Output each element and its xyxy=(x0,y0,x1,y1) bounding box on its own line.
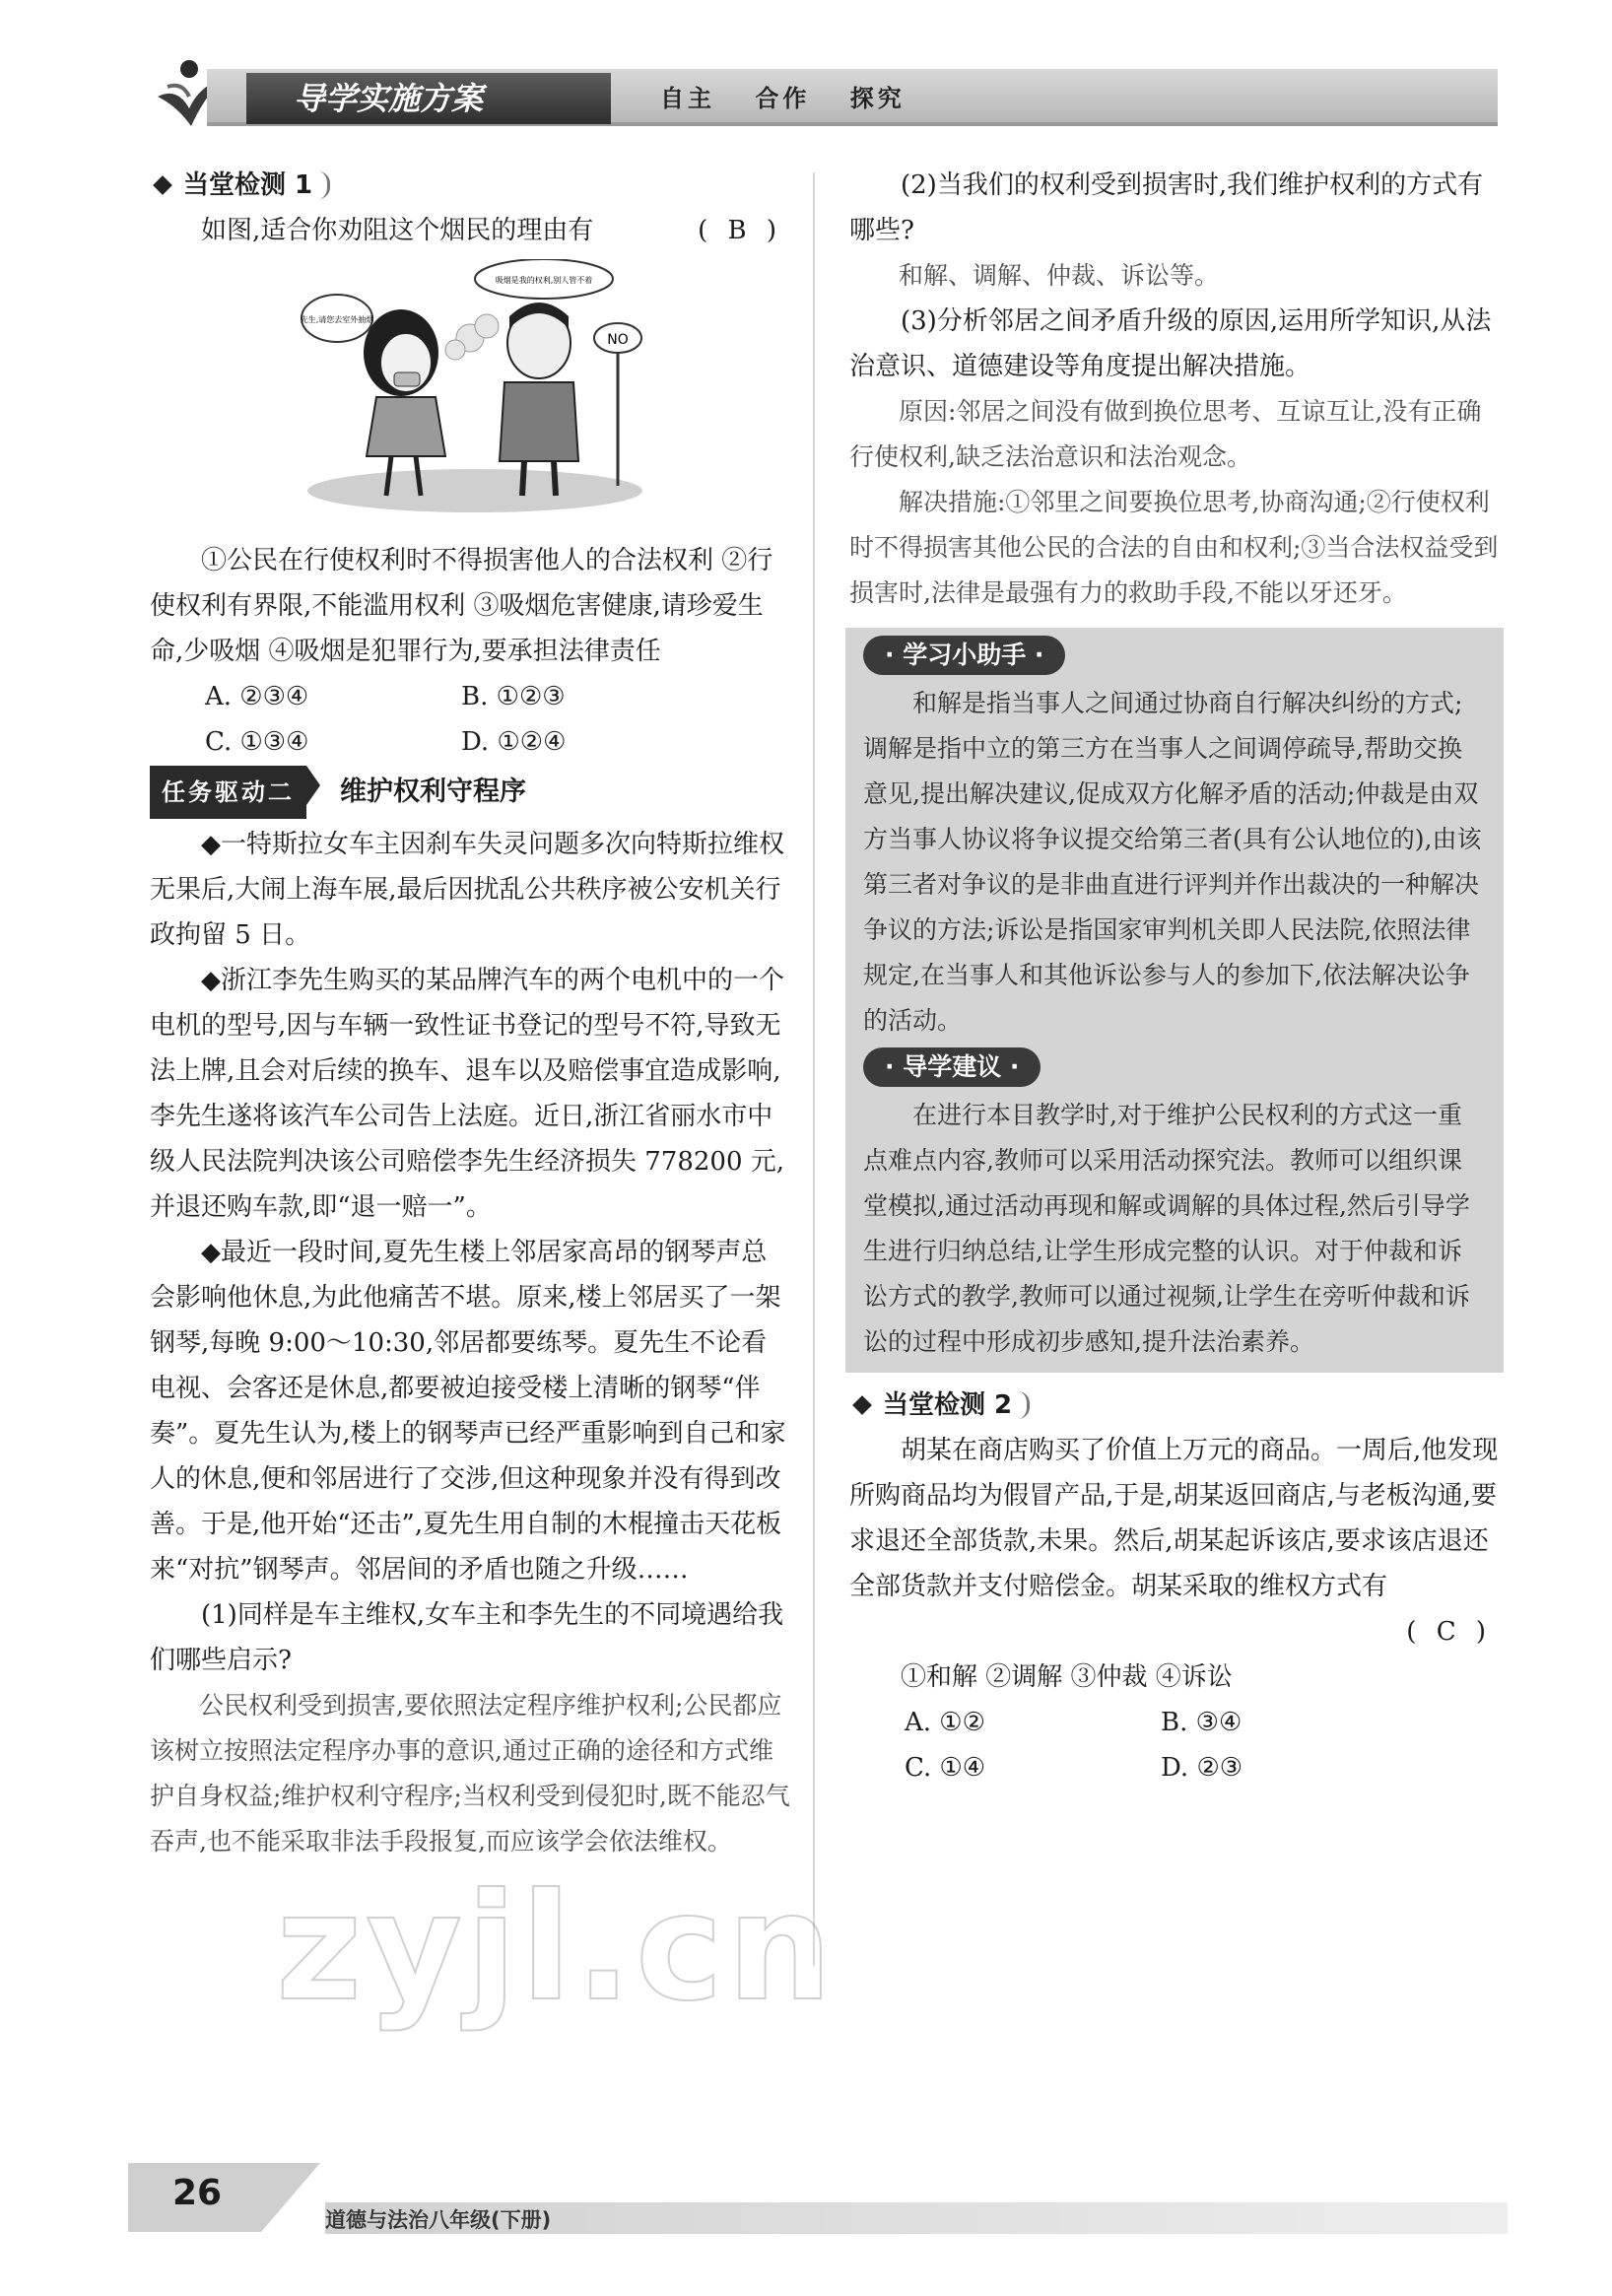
option-d: D. ②③ xyxy=(1161,1753,1243,1783)
question-1: (1)同样是车主维权,女车主和李先生的不同境遇给我们哪些启示? xyxy=(150,1600,784,1675)
check1-question: 如图,适合你劝阻这个烟民的理由有 xyxy=(201,216,594,245)
answer-3-reason: 原因:邻居之间没有做到换位思考、互谅互让,没有正确行使权利,缺乏法治意识和法治观念。 xyxy=(849,397,1482,471)
option-b: B. ①②③ xyxy=(461,682,566,711)
right-column xyxy=(849,163,1500,1790)
header-tag-1: 自主 xyxy=(660,85,715,112)
option-a: A. ②③④ xyxy=(205,682,309,711)
page-header xyxy=(148,57,1498,136)
case-2: ◆ 浙江李先生购买的某品牌汽车的两个电机中的一个电机的型号,因与车辆一致性证书登记的型号不符,导致无法上牌,且会对后续的换车、退车以及赔偿事宜造成影响,李先生遂将该汽车公司告上法庭。近日,浙江省丽水市中级人民法院判决该公司赔偿李先生经济损失 778200 元,并退还购车款,即“退一赔一”。 xyxy=(150,958,790,1230)
left-column xyxy=(150,163,790,1864)
check2-question: 胡某在商店购买了价值上万元的商品。一周后,他发现所购商品均为假冒产品,于是,胡某返回商店,与老板沟通,要求退还全部货款,未果。然后,胡某起诉该店,要求该店退还全部货款并支付赔偿金。胡某采取的维权方式有 xyxy=(849,1436,1499,1601)
task-heading xyxy=(150,769,790,816)
answer-3-solution: 解决措施:①邻里之间要换位思考,协商沟通;②行使权利时不得损害其他公民的合法的自由和权利;③当合法权益受到损害时,法律是最强有力的救助手段,不能以牙还牙。 xyxy=(849,488,1499,607)
page-footer xyxy=(128,2163,1508,2242)
check2-answer: ( C ) xyxy=(1406,1617,1492,1647)
watermark: zyjl.cn xyxy=(276,1862,837,2034)
option-c: C. ①③④ xyxy=(205,727,309,757)
answer-2: 和解、调解、仲裁、诉讼等。 xyxy=(899,261,1220,290)
teaching-advice-label: · 导学建议 · xyxy=(863,1047,1041,1087)
bracket-icon xyxy=(318,171,330,199)
smoking-cartoon-image xyxy=(298,259,652,515)
header-title: 导学实施方案 xyxy=(246,73,611,124)
check1-answer: ( B ) xyxy=(698,216,782,245)
learning-helper-label: · 学习小助手 · xyxy=(863,636,1065,675)
case-1: ◆ 一特斯拉女车主因刹车失灵问题多次向特斯拉维权无果后,大闹上海车展,最后因扰乱公共秩序被公安机关行政拘留 5 日。 xyxy=(150,822,790,958)
check2-answer-line xyxy=(849,1609,1500,1654)
option-a: A. ①② xyxy=(905,1708,985,1737)
page-number-tab xyxy=(261,2163,320,2232)
learning-helper-text: 和解是指当事人之间通过协商自行解决纠纷的方式;调解是指中立的第三方在当事人之间调停疏导,帮助交换意见,提出解决建议,促成双方化解矛盾的活动;仲裁是由双方当事人协议将争议提交给第三者(具有公认地位的),由该第三者对争议的是非曲直进行评判并作出裁决的一种解决争议的方法;诉讼是指国家审判机关即人民法院,依照法律规定,在当事人和其他诉讼参与人的参加下,依法解决讼争的活动。 xyxy=(863,689,1482,1035)
header-tags xyxy=(660,79,933,113)
check2-heading: 当堂检测 2 xyxy=(849,1383,1500,1428)
header-tag-3: 探究 xyxy=(849,85,906,112)
check2-options xyxy=(849,1700,1500,1790)
question-2: (2)当我们的权利受到损害时,我们维护权利的方式有哪些? xyxy=(849,170,1484,245)
diamond-icon xyxy=(153,175,172,195)
column-divider xyxy=(813,172,815,1966)
answer-1: 公民权利受到损害,要依照法定程序维护权利;公民都应该树立按照法定程序办事的意识,通过正确的途径和方式维护自身权益;维护权利守程序;当权利受到侵犯时,既不能忍气吞声,也不能采取非法手段报复,而应该学会依法维权。 xyxy=(150,1691,790,1856)
diamond-icon xyxy=(852,1395,872,1415)
cartoon-bubble-left: 先生,请您去室外抽烟 xyxy=(300,315,374,324)
task-title: 维护权利守程序 xyxy=(340,777,526,807)
option-d: D. ①②④ xyxy=(461,727,567,757)
task-tag: 任务驱动二 xyxy=(150,766,306,819)
check1-question-line xyxy=(150,208,790,253)
case-3: ◆ 最近一段时间,夏先生楼上邻居家高昂的钢琴声总会影响他休息,为此他痛苦不堪。原来,楼上邻居买了一架钢琴,每晚 9:00～10:30,邻居都要练琴。夏先生不论看电视、会客还是休息,都要被迫接受楼上清晰的钢琴“伴奏”。夏先生认为,楼上的钢琴声已经严重影响到自己和家人的休息,便和邻居进行了交涉,但这种现象并没有得到改善。于是,他开始“还击”,夏先生用自制的木棍撞击天花板来“对抗”钢琴声。邻居间的矛盾也随之升级…… xyxy=(150,1230,790,1592)
bracket-icon xyxy=(1018,1391,1030,1419)
header-tag-2: 合作 xyxy=(755,85,811,112)
option-c: C. ①④ xyxy=(905,1753,986,1783)
check1-options xyxy=(150,674,790,765)
cartoon-bubble-right: 吸烟是我的权利,别人管不着 xyxy=(495,276,593,285)
teaching-advice-text: 在进行本目教学时,对于维护公民权利的方式这一重点难点内容,教师可以采用活动探究法。教师可以组织课堂模拟,通过活动再现和解或调解的具体过程,然后引导学生进行归纳总结,让学生形成完整的认识。对于仲裁和诉讼方式的教学,教师可以通过视频,让学生在旁听仲裁和诉讼的过程中形成初步感知,提升法治素养。 xyxy=(863,1101,1470,1356)
option-b: B. ③④ xyxy=(1161,1708,1243,1737)
learning-helper-box xyxy=(845,628,1504,1373)
check1-statements: ①公民在行使权利时不得损害他人的合法权利 ②行使权利有界限,不能滥用权利 ③吸烟危害健康,请珍爱生命,少吸烟 ④吸烟是犯罪行为,要承担法律责任 xyxy=(150,546,773,666)
check1-heading: 当堂检测 1 xyxy=(150,163,790,208)
no-smoking-sign: NO xyxy=(607,332,629,348)
book-title: 道德与法治八年级(下册) xyxy=(325,2208,552,2232)
page-number: 26 xyxy=(172,2173,223,2213)
check2-statements: ①和解 ②调解 ③仲裁 ④诉讼 xyxy=(901,1662,1233,1692)
question-3: (3)分析邻居之间矛盾升级的原因,运用所学知识,从法治意识、道德建设等角度提出解决措施。 xyxy=(849,306,1492,381)
